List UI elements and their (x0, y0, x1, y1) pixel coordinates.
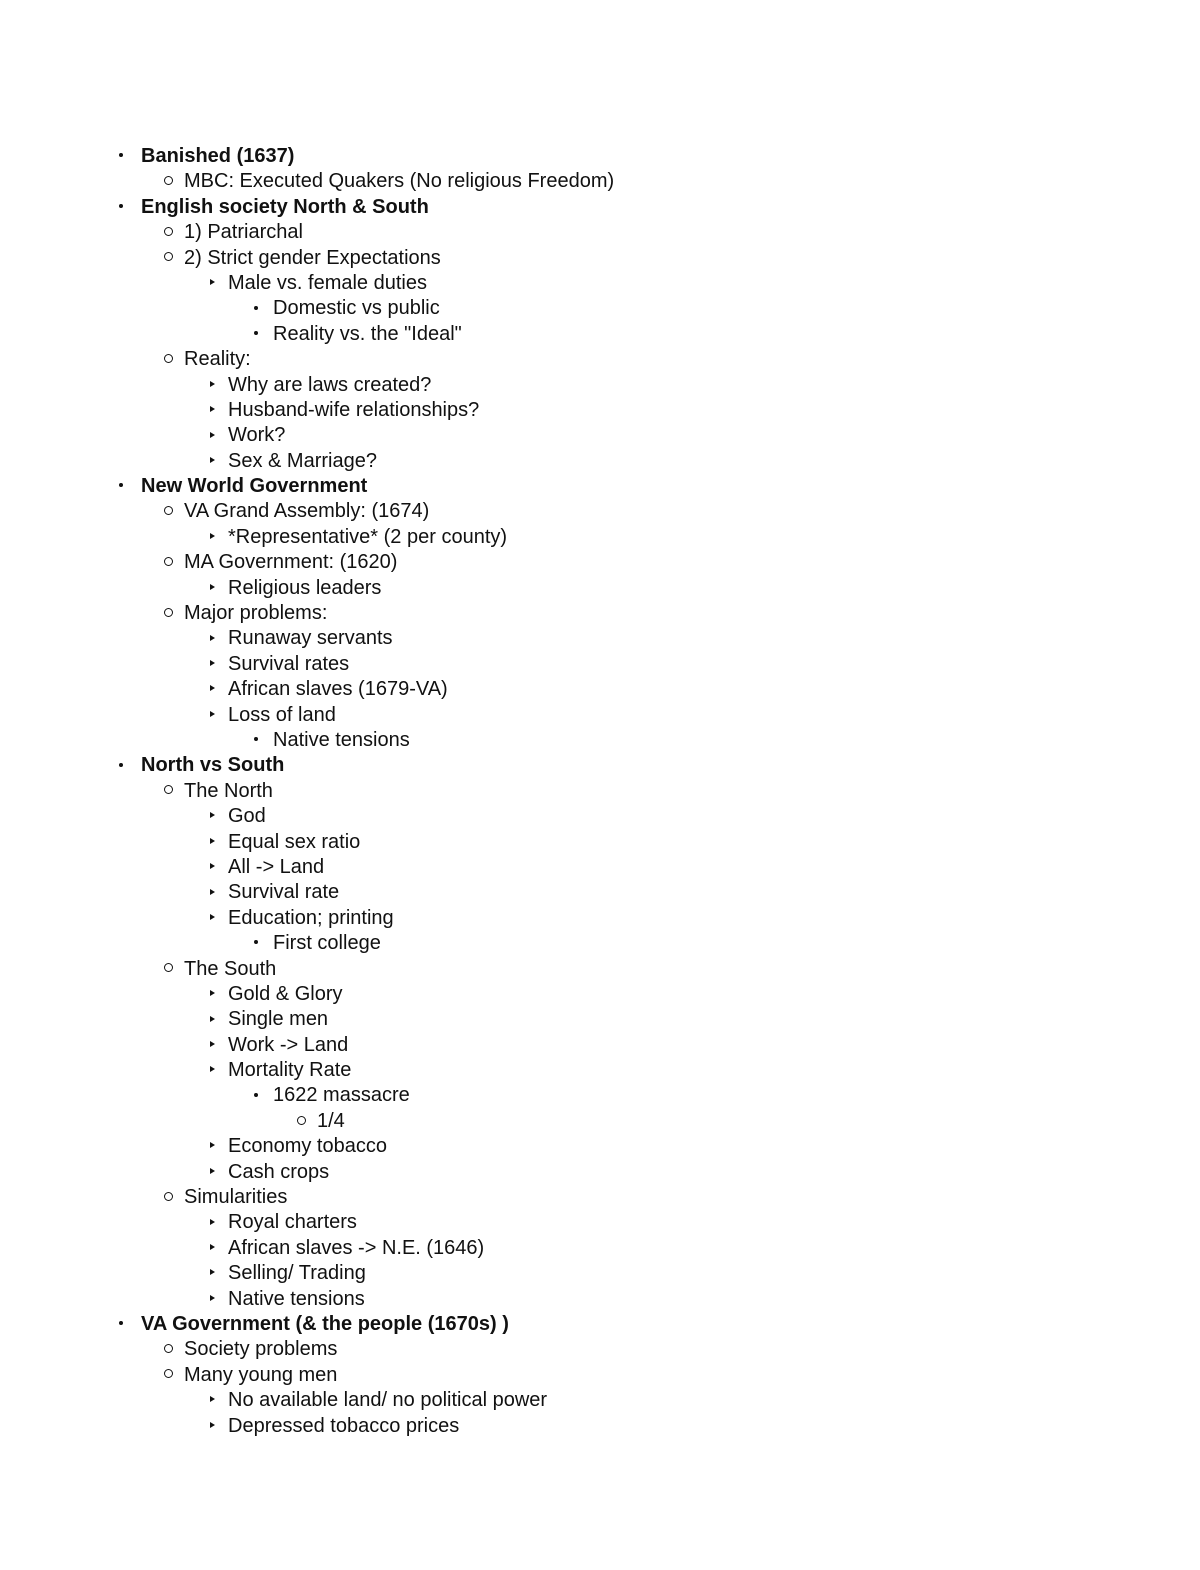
outline-item-text: Gold & Glory (228, 982, 343, 1005)
outline-item (0, 1210, 1200, 1235)
outline-item-text: VA Grand Assembly: (1674) (184, 500, 430, 523)
outline-item (0, 804, 1200, 829)
outline-item (0, 1388, 1200, 1413)
outline-item (0, 855, 1200, 880)
outline-item-text: Equal sex ratio (228, 830, 361, 853)
dot-icon (114, 474, 128, 499)
outline-item (0, 144, 1200, 169)
outline-item (0, 1261, 1200, 1286)
circle-icon (161, 1363, 175, 1388)
outline-item-text: Simularities (184, 1186, 288, 1209)
outline-item-text: Domestic vs public (273, 297, 440, 320)
triangle-icon (205, 1007, 219, 1032)
circle-icon (161, 779, 175, 804)
outline-item-text: Banished (1637) (141, 145, 295, 167)
circle-icon (161, 1337, 175, 1362)
outline-item-text: African slaves (1679-VA) (228, 678, 448, 701)
triangle-icon (205, 880, 219, 905)
dot-icon (114, 753, 128, 778)
outline-item-text: Husband-wife relationships? (228, 398, 480, 421)
circle-icon (161, 1185, 175, 1210)
outline-item-text: African slaves -> N.E. (1646) (228, 1236, 485, 1259)
outline-item (0, 1414, 1200, 1439)
circle-icon (161, 169, 175, 194)
outline-item (0, 652, 1200, 677)
circle-icon (161, 347, 175, 372)
outline-item-text: Work? (228, 424, 286, 447)
outline-item (0, 906, 1200, 931)
outline-item-text: 1622 massacre (273, 1084, 410, 1107)
outline-item (0, 169, 1200, 194)
triangle-icon (205, 626, 219, 651)
outline-item (0, 957, 1200, 982)
dot-icon (114, 144, 128, 169)
outline-item-text: Cash crops (228, 1160, 330, 1183)
triangle-icon (205, 677, 219, 702)
outline-item (0, 830, 1200, 855)
triangle-icon (205, 423, 219, 448)
triangle-icon (205, 830, 219, 855)
outline-item (0, 677, 1200, 702)
triangle-icon (205, 1261, 219, 1286)
outline-item-text: Religious leaders (228, 576, 382, 599)
outline-item (0, 1134, 1200, 1159)
outline-item-text: Society problems (184, 1338, 338, 1361)
outline-item (0, 550, 1200, 575)
outline-item-text: Royal charters (228, 1211, 357, 1234)
circle-icon (161, 601, 175, 626)
outline-item-text: Selling/ Trading (228, 1262, 366, 1285)
outline-item (0, 1185, 1200, 1210)
dot-icon (249, 322, 263, 347)
outline-item-text: Runaway servants (228, 627, 393, 650)
outline-item-text: All -> Land (228, 855, 325, 878)
outline-item (0, 1083, 1200, 1108)
dot-icon (114, 1312, 128, 1337)
outline-item-text: Why are laws created? (228, 373, 432, 396)
outline-item-text: *Representative* (2 per county) (228, 525, 508, 548)
outline-item (0, 398, 1200, 423)
triangle-icon (205, 1058, 219, 1083)
outline-item-text: The South (184, 957, 277, 980)
triangle-icon (205, 1414, 219, 1439)
outline-item-text: Survival rate (228, 881, 340, 904)
outline-item (0, 474, 1200, 499)
outline-item-text: MBC: Executed Quakers (No religious Freedom) (184, 170, 615, 193)
outline-notes (0, 144, 1200, 1439)
circle-icon (161, 957, 175, 982)
circle-icon (161, 550, 175, 575)
outline-item (0, 1287, 1200, 1312)
outline-item (0, 880, 1200, 905)
outline-item (0, 601, 1200, 626)
triangle-icon (205, 1210, 219, 1235)
triangle-icon (205, 703, 219, 728)
outline-item (0, 1058, 1200, 1083)
outline-item (0, 779, 1200, 804)
outline-item (0, 576, 1200, 601)
triangle-icon (205, 1033, 219, 1058)
circle-icon (294, 1109, 308, 1134)
outline-item-text: Loss of land (228, 703, 336, 726)
outline-item-text: 2) Strict gender Expectations (184, 246, 441, 269)
circle-icon (161, 499, 175, 524)
outline-item-text: North vs South (141, 754, 285, 777)
triangle-icon (205, 652, 219, 677)
dot-icon (249, 931, 263, 956)
outline-item (0, 525, 1200, 550)
outline-item (0, 1312, 1200, 1337)
outline-item-text: The North (184, 779, 273, 802)
outline-item (0, 220, 1200, 245)
outline-item-text: 1) Patriarchal (184, 221, 303, 244)
outline-item (0, 982, 1200, 1007)
outline-item-text: Education; printing (228, 906, 394, 929)
outline-item (0, 423, 1200, 448)
outline-item (0, 449, 1200, 474)
outline-item (0, 728, 1200, 753)
triangle-icon (205, 1160, 219, 1185)
outline-item (0, 195, 1200, 220)
outline-item-text: Economy tobacco (228, 1135, 387, 1158)
outline-item-text: No available land/ no political power (228, 1389, 548, 1412)
outline-item (0, 626, 1200, 651)
outline-item (0, 322, 1200, 347)
outline-item-text: Survival rates (228, 652, 350, 675)
dot-icon (249, 728, 263, 753)
outline-item-text: VA Government (& the people (1670s) ) (141, 1312, 509, 1335)
outline-item-text: Native tensions (273, 728, 410, 751)
outline-item (0, 1160, 1200, 1185)
outline-item-text: Reality: (184, 348, 251, 371)
outline-item-text: Many young men (184, 1363, 338, 1386)
outline-item (0, 753, 1200, 778)
triangle-icon (205, 906, 219, 931)
triangle-icon (205, 1236, 219, 1261)
outline-item-text: God (228, 805, 266, 828)
triangle-icon (205, 449, 219, 474)
triangle-icon (205, 398, 219, 423)
dot-icon (249, 296, 263, 321)
outline-item (0, 1109, 1200, 1134)
outline-item (0, 1337, 1200, 1362)
outline-item (0, 931, 1200, 956)
outline-item-text: Depressed tobacco prices (228, 1414, 460, 1437)
outline-item-text: First college (273, 932, 381, 955)
outline-item (0, 347, 1200, 372)
dot-icon (249, 1083, 263, 1108)
outline-item-text: New World Government (141, 475, 368, 498)
outline-item-text: MA Government: (1620) (184, 551, 398, 574)
outline-item (0, 373, 1200, 398)
outline-item (0, 271, 1200, 296)
triangle-icon (205, 271, 219, 296)
outline-item (0, 296, 1200, 321)
outline-item-text: Sex & Marriage? (228, 449, 377, 472)
outline-item-text: Native tensions (228, 1287, 365, 1310)
outline-item (0, 499, 1200, 524)
triangle-icon (205, 525, 219, 550)
outline-item-text: Work -> Land (228, 1033, 349, 1056)
triangle-icon (205, 855, 219, 880)
triangle-icon (205, 373, 219, 398)
outline-item-text: Single men (228, 1008, 329, 1031)
outline-item-text: English society North & South (141, 195, 429, 218)
circle-icon (161, 246, 175, 271)
outline-item (0, 1007, 1200, 1032)
triangle-icon (205, 1287, 219, 1312)
triangle-icon (205, 1134, 219, 1159)
outline-item-text: Male vs. female duties (228, 271, 427, 294)
circle-icon (161, 220, 175, 245)
outline-item (0, 1236, 1200, 1261)
outline-item-text: 1/4 (317, 1109, 345, 1132)
triangle-icon (205, 576, 219, 601)
outline-item-text: Reality vs. the "Ideal" (273, 322, 462, 345)
triangle-icon (205, 804, 219, 829)
triangle-icon (205, 1388, 219, 1413)
outline-item (0, 1033, 1200, 1058)
outline-item (0, 703, 1200, 728)
outline-item-text: Major problems: (184, 602, 328, 625)
dot-icon (114, 195, 128, 220)
triangle-icon (205, 982, 219, 1007)
outline-item (0, 1363, 1200, 1388)
outline-item-text: Mortality Rate (228, 1059, 352, 1082)
outline-item (0, 246, 1200, 271)
